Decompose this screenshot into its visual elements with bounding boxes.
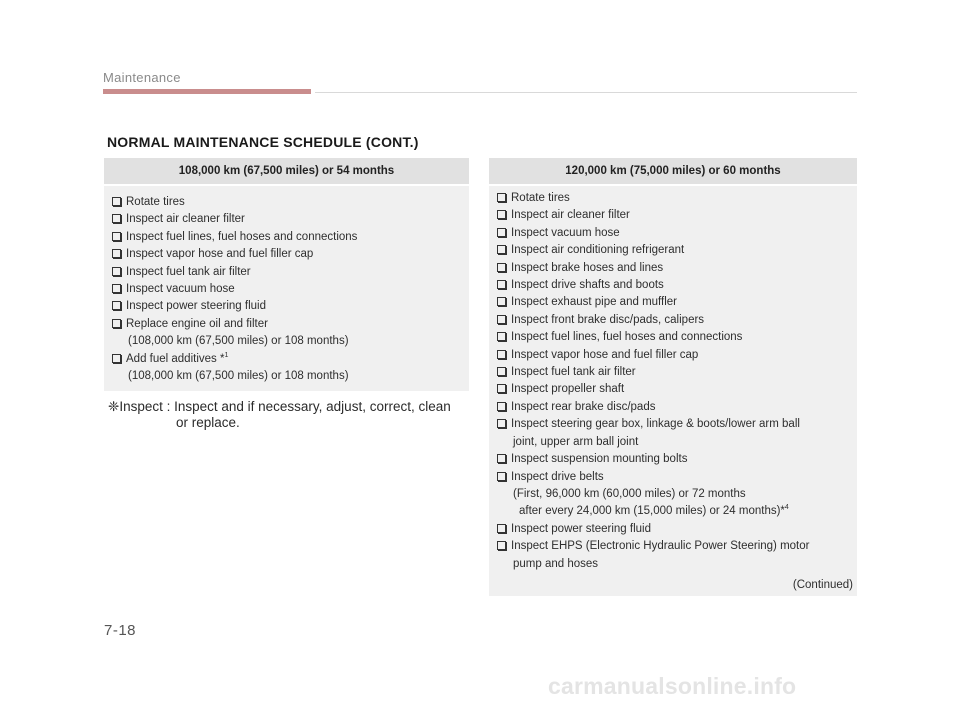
- watermark: carmanualsonline.info: [548, 673, 797, 699]
- item-text: Inspect vacuum hose: [511, 226, 620, 239]
- item-text: Rotate tires: [511, 192, 570, 204]
- checkbox-icon: [112, 354, 121, 363]
- item-detail: (First, 96,000 km (60,000 miles) or 72 months: [513, 487, 746, 500]
- page-number: 7-18: [104, 622, 137, 639]
- item-text: Replace engine oil and filter: [126, 317, 268, 330]
- item-text: Inspect propeller shaft: [511, 383, 625, 396]
- checklist-item: [497, 381, 857, 398]
- footnote-marker: 1: [224, 351, 229, 359]
- item-text: Inspect fuel lines, fuel hoses and connections: [126, 230, 358, 243]
- footnote-marker: 4: [784, 504, 789, 512]
- checkbox-icon: [112, 284, 121, 293]
- checklist-item: [112, 264, 469, 281]
- inspect-note: [108, 399, 478, 431]
- checkbox-icon: [497, 419, 506, 428]
- item-text: Rotate tires: [126, 196, 185, 208]
- item-text: Add fuel additives *: [126, 352, 225, 365]
- checkbox-icon: [497, 472, 506, 481]
- checkbox-icon: [497, 228, 506, 237]
- checkbox-icon: [112, 197, 121, 206]
- checkbox-icon: [112, 267, 121, 276]
- checklist-item: [497, 416, 857, 451]
- checklist-item: [497, 277, 857, 294]
- checklist-item: [112, 281, 469, 298]
- item-detail: (108,000 km (67,500 miles) or 108 months): [128, 335, 349, 348]
- checklist-item: [112, 351, 469, 386]
- header-rule: [315, 92, 857, 93]
- checkbox-icon: [112, 232, 121, 241]
- item-text: Inspect air conditioning refrigerant: [511, 244, 685, 257]
- checkbox-icon: [497, 402, 506, 411]
- checkbox-icon: [112, 301, 121, 310]
- checkbox-icon: [497, 210, 506, 219]
- checkbox-icon: [497, 524, 506, 533]
- checklist-item: [497, 347, 857, 364]
- note-line-continued: or replace.: [176, 415, 240, 430]
- note-line: Inspect : Inspect and if necessary, adjust, correct, clean: [119, 399, 451, 414]
- checklist-item: [112, 194, 469, 211]
- checkbox-icon: [497, 332, 506, 341]
- checklist-item: [112, 211, 469, 228]
- checklist-item: [497, 451, 857, 468]
- header-accent-rule: [103, 89, 311, 94]
- checklist-item: [497, 469, 857, 521]
- checklist-item: [497, 190, 857, 207]
- item-text: Inspect exhaust pipe and muffler: [511, 296, 678, 309]
- item-text: Inspect drive belts: [511, 470, 604, 483]
- continued-label: (Continued): [792, 579, 853, 591]
- checkbox-icon: [497, 297, 506, 306]
- item-text: Inspect drive shafts and boots: [511, 279, 664, 292]
- item-detail: pump and hoses: [513, 557, 599, 570]
- item-text: Inspect air cleaner filter: [511, 209, 630, 222]
- checklist-item: [497, 364, 857, 381]
- item-detail: joint, upper arm ball joint: [513, 435, 639, 448]
- checkbox-icon: [497, 280, 506, 289]
- section-header: Maintenance: [103, 70, 181, 85]
- checkbox-icon: [497, 245, 506, 254]
- schedule-box-108000km: [104, 158, 469, 391]
- checklist-item: [112, 229, 469, 246]
- page-title: NORMAL MAINTENANCE SCHEDULE (CONT.): [107, 134, 419, 150]
- item-text: Inspect rear brake disc/pads: [511, 400, 656, 413]
- checklist-item: [497, 538, 857, 573]
- item-detail: (108,000 km (67,500 miles) or 108 months): [128, 370, 349, 383]
- item-text: Inspect fuel lines, fuel hoses and connections: [511, 331, 743, 344]
- checklist: [489, 186, 857, 573]
- schedule-heading: 120,000 km (75,000 miles) or 60 months: [489, 158, 857, 186]
- note-symbol-icon: ❈: [108, 399, 120, 414]
- checklist-item: [497, 294, 857, 311]
- checkbox-icon: [112, 319, 121, 328]
- schedule-heading: 108,000 km (67,500 miles) or 54 months: [104, 158, 469, 186]
- item-text: Inspect steering gear box, linkage & boots/lower arm ball: [511, 418, 800, 431]
- checklist: [104, 186, 469, 385]
- item-detail-text: after every 24,000 km (15,000 miles) or 24 months)*: [519, 505, 785, 518]
- checklist-item: [497, 242, 857, 259]
- checklist-item: [497, 312, 857, 329]
- checkbox-icon: [497, 315, 506, 324]
- checklist-item: [497, 399, 857, 416]
- checkbox-icon: [112, 249, 121, 258]
- checklist-item: [497, 260, 857, 277]
- checkbox-icon: [497, 350, 506, 359]
- checklist-item: [112, 316, 469, 351]
- item-text: Inspect power steering fluid: [126, 300, 266, 313]
- item-text: Inspect vacuum hose: [126, 283, 235, 296]
- item-text: Inspect power steering fluid: [511, 522, 651, 535]
- item-text: Inspect vapor hose and fuel filler cap: [511, 348, 699, 361]
- item-text: Inspect front brake disc/pads, calipers: [511, 313, 705, 326]
- checkbox-icon: [497, 193, 506, 202]
- checklist-item: [497, 225, 857, 242]
- checklist-item: [497, 207, 857, 224]
- schedule-box-120000km: [489, 158, 857, 596]
- checkbox-icon: [497, 541, 506, 550]
- checklist-item: [497, 521, 857, 538]
- item-text: Inspect fuel tank air filter: [126, 265, 251, 278]
- item-text: Inspect suspension mounting bolts: [511, 453, 688, 466]
- item-text: Inspect EHPS (Electronic Hydraulic Power Steering) motor: [511, 540, 810, 553]
- item-text: Inspect vapor hose and fuel filler cap: [126, 248, 314, 261]
- checkbox-icon: [112, 214, 121, 223]
- checkbox-icon: [497, 367, 506, 376]
- item-text: Inspect air cleaner filter: [126, 213, 245, 226]
- checklist-item: [112, 246, 469, 263]
- checklist-item: [497, 329, 857, 346]
- checklist-item: [112, 298, 469, 315]
- checkbox-icon: [497, 384, 506, 393]
- item-detail: [497, 503, 857, 520]
- checkbox-icon: [497, 454, 506, 463]
- item-text: Inspect brake hoses and lines: [511, 261, 664, 274]
- checkbox-icon: [497, 263, 506, 272]
- item-text: Inspect fuel tank air filter: [511, 366, 636, 379]
